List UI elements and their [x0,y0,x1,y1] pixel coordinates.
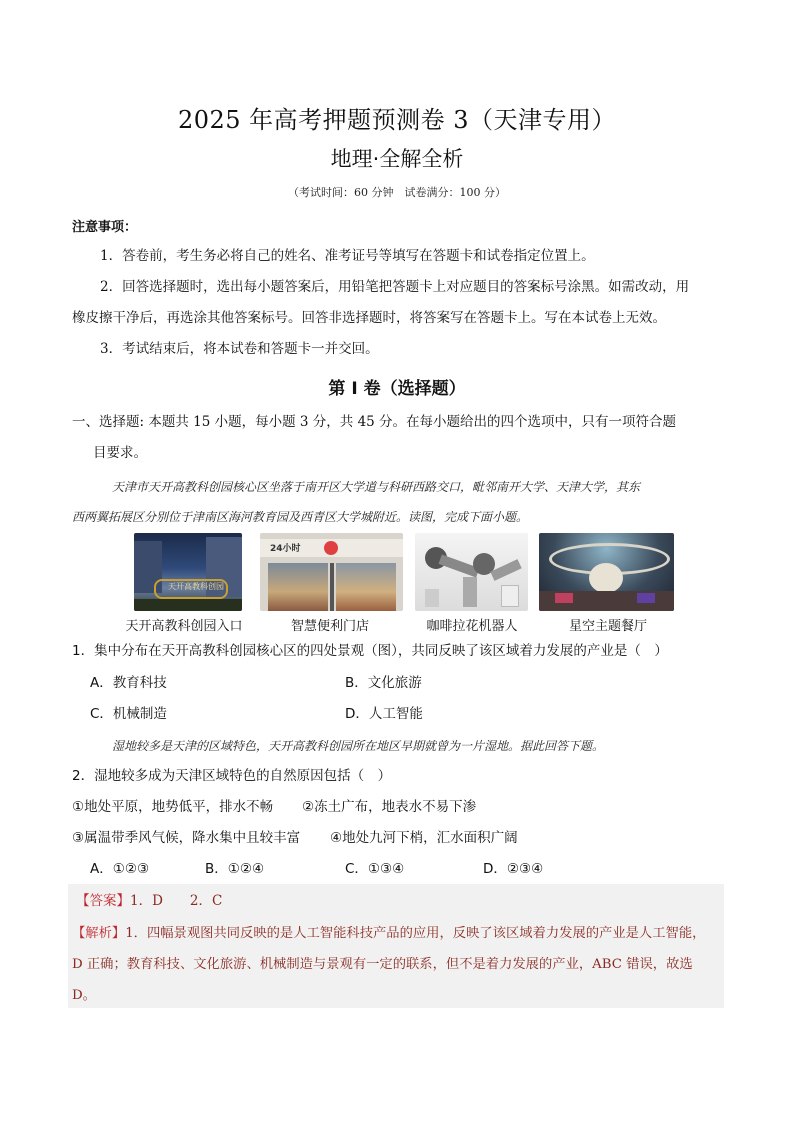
q2-statement-3: ③属温带季风气候，降水集中且较丰富 [72,830,301,846]
analysis-text-1: 1．四幅景观图共同反映的是人工智能科技产品的应用，反映了该区域着力发展的产业是人工智能， [125,926,706,941]
notice-item-2: 2．回答选择题时，选出每小题答案后，用铅笔把答题卡上对应题目的答案标号涂黑。如需改动，用 [100,279,690,295]
answer-line [76,891,222,911]
q2-option-c: C．①③④ [345,861,405,877]
q2-statement-1: ①地处平原，地势低平，排水不畅 [72,799,274,815]
notice-heading: 注意事项： [72,220,138,235]
exam-subtitle: 地理·全解全析 [330,147,464,171]
q1-option-d: D．人工智能 [345,706,423,722]
q2-statement-2: ②冻土广布，地表水不易下渗 [302,799,477,815]
photo-caption-3: 咖啡拉花机器人 [426,619,518,634]
photo-park-entrance [134,533,242,611]
photo-caption-2: 智慧便利门店 [290,619,369,634]
q1-option-a: A．教育科技 [90,675,167,691]
answer-label: 【答案】 [76,893,130,909]
q2-option-b: B．①②④ [205,861,265,877]
section-instruction: 一、选择题: 本题共 15 小题，每小题 3 分，共 45 分。在每小题给出的四个选项中，只有一项符合题 [72,414,677,430]
analysis-text-2: D 正确；教育科技、文化旅游、机械制造与景观有一定的联系，但不是着力发展的产业，ABC 错误，故选 [72,957,693,972]
photo-convenience-store [260,533,403,611]
photo-sign-text: 天开高教科创园 [168,582,224,591]
store-sign-text: 24小时 [270,544,301,554]
exam-title: 2025 年高考押题预测卷 3（天津专用） [177,106,617,134]
section-title: 第 I 卷（选择题） [328,379,466,399]
q1-option-c: C．机械制造 [90,706,167,722]
analysis-line-1 [72,924,705,944]
section-instruction-cont: 目要求。 [93,445,147,461]
passage1-line1: 天津市天开高教科创园核心区坐落于南开区大学道与科研西路交口，毗邻南开大学、天津大学，其东 [112,480,641,494]
q1-option-b: B．文化旅游 [345,675,422,691]
photo-caption-4: 星空主题餐厅 [568,619,647,634]
notice-item-1: 1．答卷前，考生务必将自己的姓名、准考证号等填写在答题卡和试卷指定位置上。 [100,248,595,264]
q2-stem: 2．湿地较多成为天津区域特色的自然原因包括（ ） [72,768,392,784]
photo-caption-1: 天开高教科创园入口 [125,619,243,634]
analysis-label: 【解析】 [72,926,126,941]
notice-item-2-cont: 橡皮擦干净后，再选涂其他答案标号。回答非选择题时，将答案写在答题卡上。写在本试卷上无效。 [72,310,666,326]
notice-item-3: 3．考试结束后，将本试卷和答题卡一并交回。 [100,341,379,357]
passage1-line2: 西两翼拓展区分别位于津南区海河教育园及西青区大学城附近。读图，完成下面小题。 [72,510,529,524]
q2-statement-4: ④地处九河下梢，汇水面积广阔 [330,830,518,846]
answer-text: 1．D 2．C [130,893,223,909]
passage2: 湿地较多是天津的区域特色，天开高教科创园所在地区早期就曾为一片湿地。据此回答下题。 [112,739,605,753]
exam-info: （考试时间：60 分钟 试卷满分：100 分） [288,186,506,199]
q2-option-d: D．②③④ [483,861,544,877]
q1-stem: 1．集中分布在天开高教科创园核心区的四处景观（图），共同反映了该区域着力发展的产业是（ ） [72,643,668,659]
photo-starry-restaurant [539,533,674,611]
photo-coffee-robot [415,533,528,611]
analysis-text-3: D。 [72,988,96,1003]
q2-option-a: A．①②③ [90,861,150,877]
